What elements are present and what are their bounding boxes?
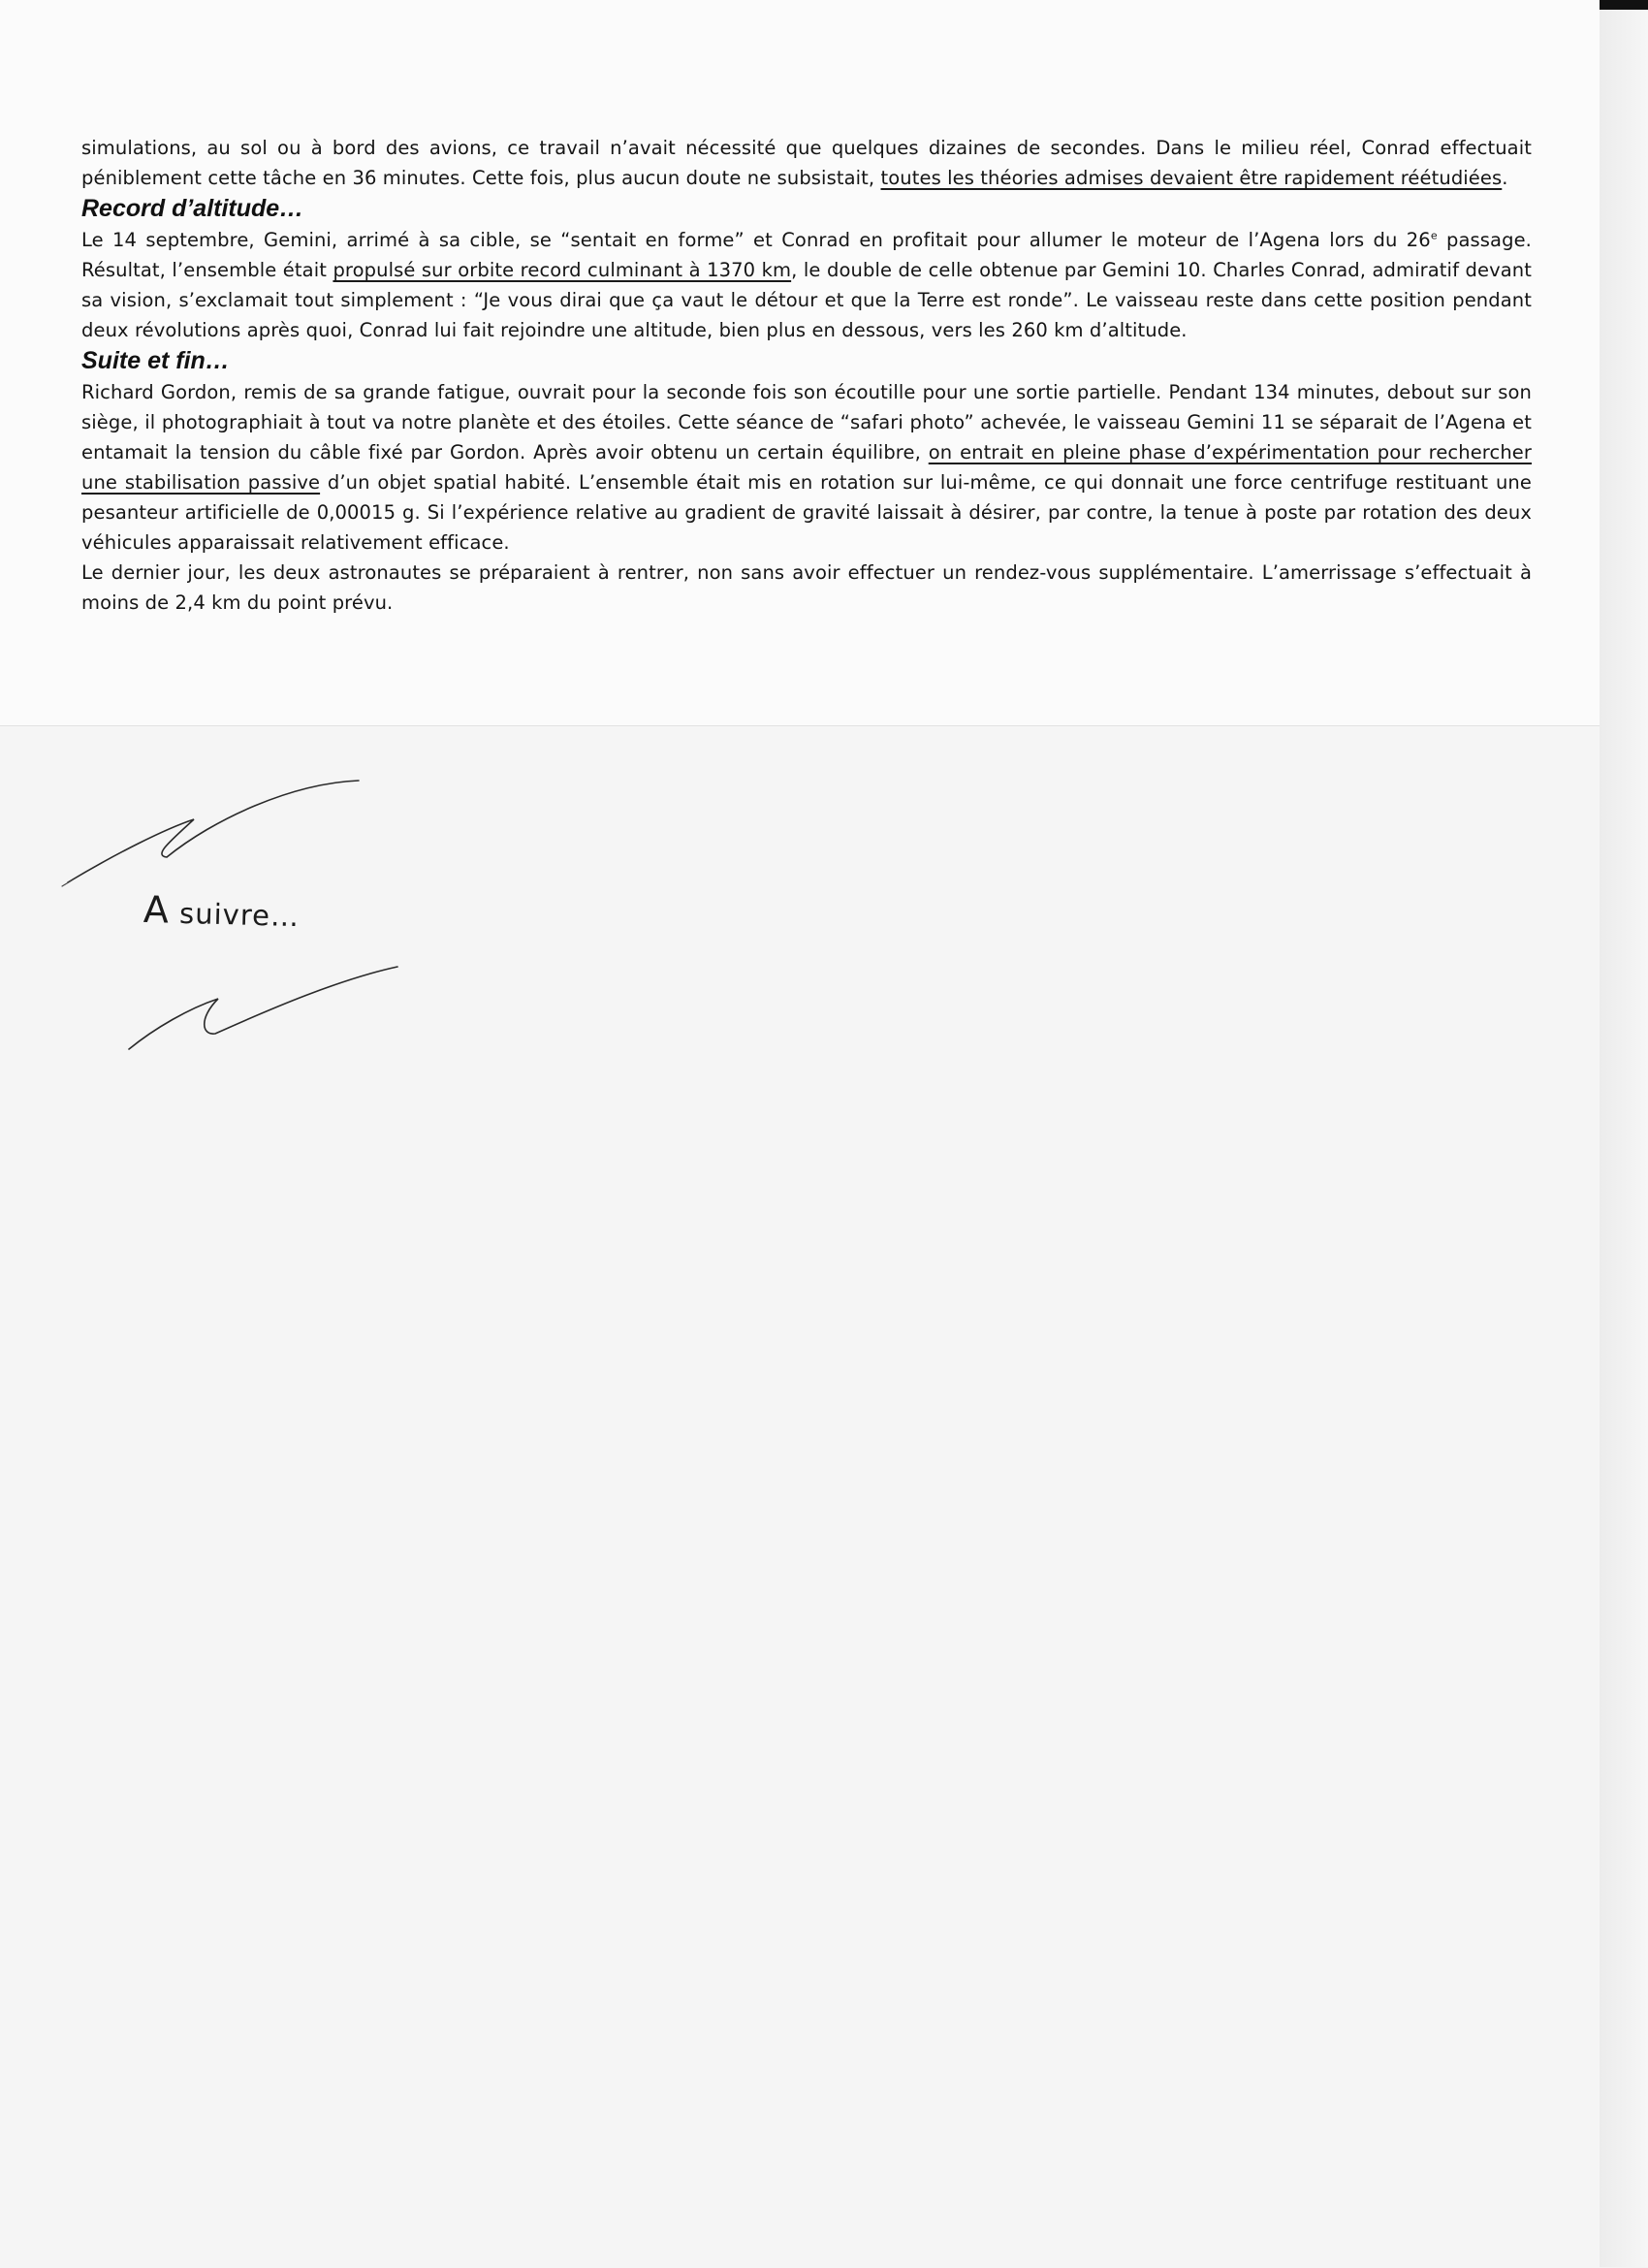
paragraph-final: Le dernier jour, les deux astronautes se préparaient à rentrer, non sans avoir effectuer un rendez-vous supplémentaire. L’amerrissage s’effectuait à moins de 2,4 km du point prévu. [81,561,1532,614]
page-lower-sheet [0,725,1600,2268]
handwritten-cap: A [143,887,171,932]
paragraph-suite [81,377,1532,558]
paragraph-text: , le double de celle obtenue par Gemini 10. Charles Conrad, admiratif devant sa vision, s’exclamait tout simplement : “Je vous dirai que ça vaut le détour et que la Terre est ronde”. Le vaisseau reste dans cette position pendant deux révolutions après quoi, Conrad lui fait rejoindre une altitude, bien plus en dessous, vers les 260 km d’altitude. [81,259,1532,341]
paragraph-simulations [81,133,1532,193]
paragraph-text: passage. Résultat, l’ensemble était [81,229,1532,281]
scan-margin [1600,0,1648,2267]
paragraph-record [81,225,1532,345]
handwritten-a-suivre [143,888,300,935]
paragraph-text: Richard Gordon, remis de sa grande fatigue, ouvrait pour la seconde fois son écoutille pour une sortie partielle. Pendant 134 minutes, debout sur son siège, il photographiait à tout va notre planète et des étoiles. Cette séance de “safari photo” achevée, le vaisseau Gemini 11 se séparait de l’Agena et entamait la tension du câble fixé par Gordon. Après avoir obtenu un certain équilibre, [81,381,1532,463]
underlined-phrase: on entrait en pleine phase d’expérimentation pour rechercher une stabilisation passive [81,441,1532,494]
paragraph-text: d’un objet spatial habité. L’ensemble était mis en rotation sur lui-même, ce qui donnait une force centrifuge restituant une pesanteur artificielle de 0,00015 g. Si l’expérience relative au gradient de gravité laissait à désirer, par contre, la tenue à poste par rotation des deux véhicules apparaissait relativement efficace. [81,471,1532,554]
underlined-phrase: toutes les théories admises devaient être rapidement réétudiées [880,167,1503,189]
handwritten-rest: suivre… [169,896,301,934]
paragraph-text: . [1502,167,1508,189]
article-body [81,133,1532,618]
paragraph-text: Le 14 septembre, Gemini, arrimé à sa cible, se “sentait en forme” et Conrad en profitait pour allumer le moteur de l’Agena lors du 26 [81,229,1431,251]
underlined-phrase: propulsé sur orbite record culminant à 1370 km [333,259,792,281]
section-title-suite: Suite et fin… [81,347,230,374]
section-title-record: Record d’altitude… [81,195,304,222]
scan-corner-mark [1600,0,1648,10]
superscript: e [1430,229,1438,242]
paragraph-text: simulations, au sol ou à bord des avions, ce travail n’avait nécessité que quelques dizaines de secondes. Dans le milieu réel, Conrad effectuait péniblement cette tâche en 36 minutes. Cette fois, plus aucun doute ne subsistait, [81,137,1532,189]
